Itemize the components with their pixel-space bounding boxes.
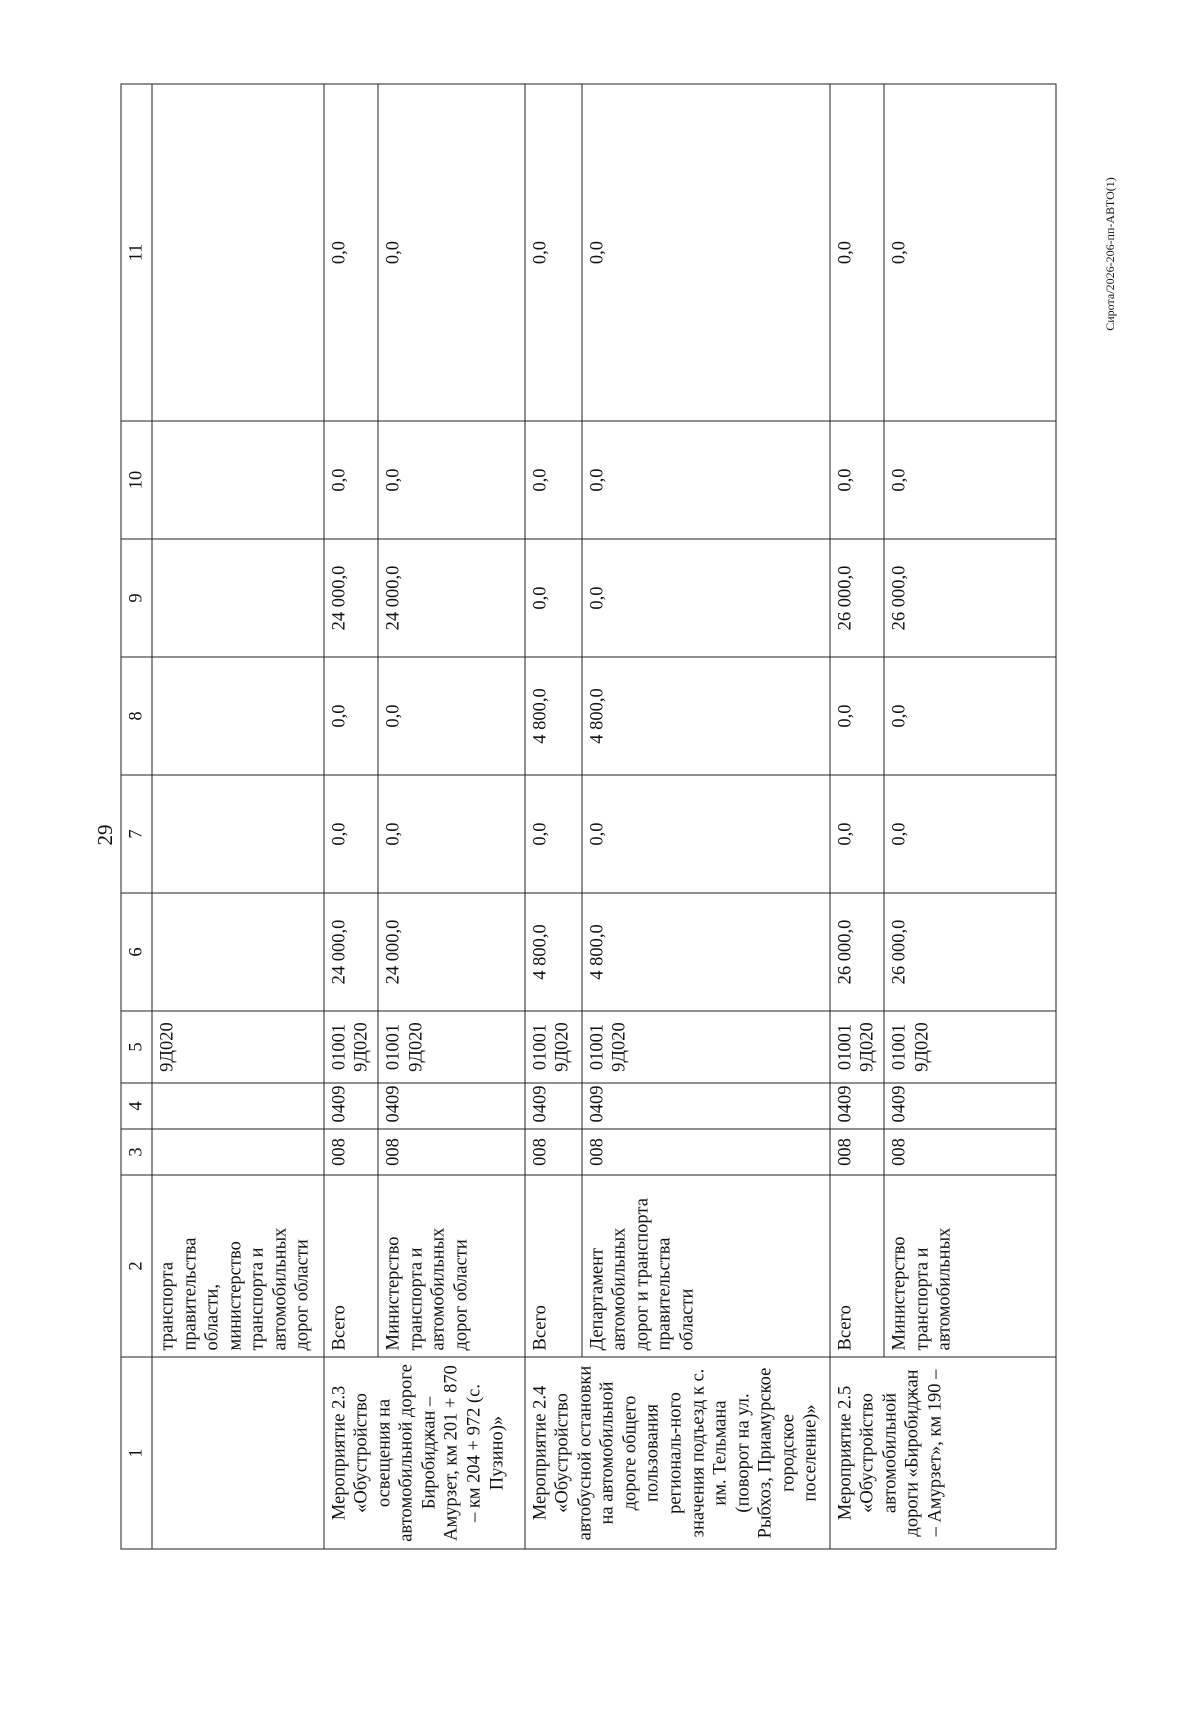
article-cell: 01001 9Д020 xyxy=(323,1011,378,1083)
executor-cell: транспорта правительства области, министерство транспорта и автомобильных дорог области xyxy=(152,1175,324,1357)
footer-code: Сирота/2026-206-пп-АВТО(1) xyxy=(1103,177,1117,331)
value-cell: 0,0 xyxy=(884,421,1056,539)
value-cell: 0,0 xyxy=(323,84,378,421)
code-cell: 008 xyxy=(378,1129,524,1175)
value-cell: 24 000,0 xyxy=(323,893,378,1011)
value-cell: 0,0 xyxy=(884,775,1056,893)
value-cell: 0,0 xyxy=(581,84,829,421)
section-cell: 0409 xyxy=(378,1083,524,1129)
value-cell: 24 000,0 xyxy=(323,539,378,657)
header-cell: 2 xyxy=(121,1175,152,1357)
article-cell: 01001 9Д020 xyxy=(581,1011,829,1083)
value-cell: 4 800,0 xyxy=(581,657,829,775)
section-cell: 0409 xyxy=(524,1083,581,1129)
value-cell: 0,0 xyxy=(581,539,829,657)
value-cell: 0,0 xyxy=(829,421,884,539)
table-row xyxy=(323,84,378,1549)
value-cell: 0,0 xyxy=(323,775,378,893)
table-row xyxy=(829,84,884,1549)
value-cell xyxy=(152,893,324,1011)
value-cell: 24 000,0 xyxy=(378,539,524,657)
executor-cell: Министерство транспорта и автомобильных дорог области xyxy=(378,1175,524,1357)
section-cell: 0409 xyxy=(884,1083,1056,1129)
header-cell: 1 xyxy=(121,1357,152,1549)
value-cell: 0,0 xyxy=(829,657,884,775)
value-cell xyxy=(152,421,324,539)
rotated-table-container xyxy=(120,84,1056,1549)
header-row xyxy=(121,84,152,1549)
code-cell xyxy=(152,1129,324,1175)
table-row xyxy=(581,84,829,1549)
value-cell: 24 000,0 xyxy=(378,893,524,1011)
value-cell: 4 800,0 xyxy=(581,893,829,1011)
value-cell xyxy=(152,539,324,657)
value-cell: 4 800,0 xyxy=(524,657,581,775)
header-cell: 3 xyxy=(121,1129,152,1175)
code-cell: 008 xyxy=(884,1129,1056,1175)
header-cell: 4 xyxy=(121,1083,152,1129)
section-cell xyxy=(152,1083,324,1129)
executor-cell: Всего xyxy=(829,1175,884,1357)
value-cell: 0,0 xyxy=(524,421,581,539)
value-cell: 4 800,0 xyxy=(524,893,581,1011)
value-cell: 0,0 xyxy=(323,421,378,539)
header-cell: 5 xyxy=(121,1011,152,1083)
header-cell: 8 xyxy=(121,657,152,775)
value-cell: 26 000,0 xyxy=(884,893,1056,1011)
value-cell: 0,0 xyxy=(378,421,524,539)
article-cell: 9Д020 xyxy=(152,1011,324,1083)
article-cell: 01001 9Д020 xyxy=(829,1011,884,1083)
code-cell: 008 xyxy=(524,1129,581,1175)
value-cell: 0,0 xyxy=(829,84,884,421)
header-cell: 9 xyxy=(121,539,152,657)
value-cell: 0,0 xyxy=(884,84,1056,421)
value-cell: 0,0 xyxy=(378,84,524,421)
code-cell: 008 xyxy=(581,1129,829,1175)
measure-cell xyxy=(152,1357,324,1549)
header-cell: 6 xyxy=(121,893,152,1011)
executor-cell: Департамент автомобильных дорог и транспорта правительства области xyxy=(581,1175,829,1357)
value-cell: 0,0 xyxy=(378,775,524,893)
measure-cell: Мероприятие 2.4 «Обустройство автобусной остановки на автомобильной дороге общего пользования региональ-ного значения подъезд к с. им. Тельмана (поворот на ул. Рыбхоз, Приамурское городское поселение)» xyxy=(524,1357,829,1549)
executor-cell: Всего xyxy=(323,1175,378,1357)
value-cell xyxy=(152,84,324,421)
table-row xyxy=(152,84,324,1549)
article-cell: 01001 9Д020 xyxy=(378,1011,524,1083)
section-cell: 0409 xyxy=(323,1083,378,1129)
header-cell: 10 xyxy=(121,421,152,539)
value-cell: 0,0 xyxy=(884,657,1056,775)
measure-cell: Мероприятие 2.3 «Обустройство освещения на автомобильной дороге Биробиджан – Амурзет, км 201 + 870 – км 204 + 972 (с. Пузино)» xyxy=(323,1357,524,1549)
code-cell: 008 xyxy=(323,1129,378,1175)
header-cell: 7 xyxy=(121,775,152,893)
section-cell: 0409 xyxy=(829,1083,884,1129)
value-cell: 0,0 xyxy=(581,775,829,893)
code-cell: 008 xyxy=(829,1129,884,1175)
executor-cell: Министерство транспорта и автомобильных xyxy=(884,1175,1056,1357)
value-cell: 26 000,0 xyxy=(884,539,1056,657)
page-number: 29 xyxy=(93,824,117,846)
value-cell: 0,0 xyxy=(323,657,378,775)
article-cell: 01001 9Д020 xyxy=(884,1011,1056,1083)
value-cell: 0,0 xyxy=(524,775,581,893)
value-cell: 26 000,0 xyxy=(829,893,884,1011)
section-cell: 0409 xyxy=(581,1083,829,1129)
executor-cell: Всего xyxy=(524,1175,581,1357)
table-row xyxy=(884,84,1056,1549)
value-cell: 0,0 xyxy=(524,539,581,657)
article-cell: 01001 9Д020 xyxy=(524,1011,581,1083)
value-cell xyxy=(152,657,324,775)
value-cell: 0,0 xyxy=(524,84,581,421)
table-row xyxy=(378,84,524,1549)
value-cell xyxy=(152,775,324,893)
table-wrapper xyxy=(120,84,1056,1549)
value-cell: 0,0 xyxy=(829,775,884,893)
measure-cell: Мероприятие 2.5 «Обустройство автомобильной дороги «Биробиджан – Амурзет», км 190 – xyxy=(829,1357,1055,1549)
value-cell: 0,0 xyxy=(378,657,524,775)
table-row xyxy=(524,84,581,1549)
value-cell: 26 000,0 xyxy=(829,539,884,657)
value-cell: 0,0 xyxy=(581,421,829,539)
header-cell: 11 xyxy=(121,84,152,421)
budget-table xyxy=(120,83,1056,1549)
